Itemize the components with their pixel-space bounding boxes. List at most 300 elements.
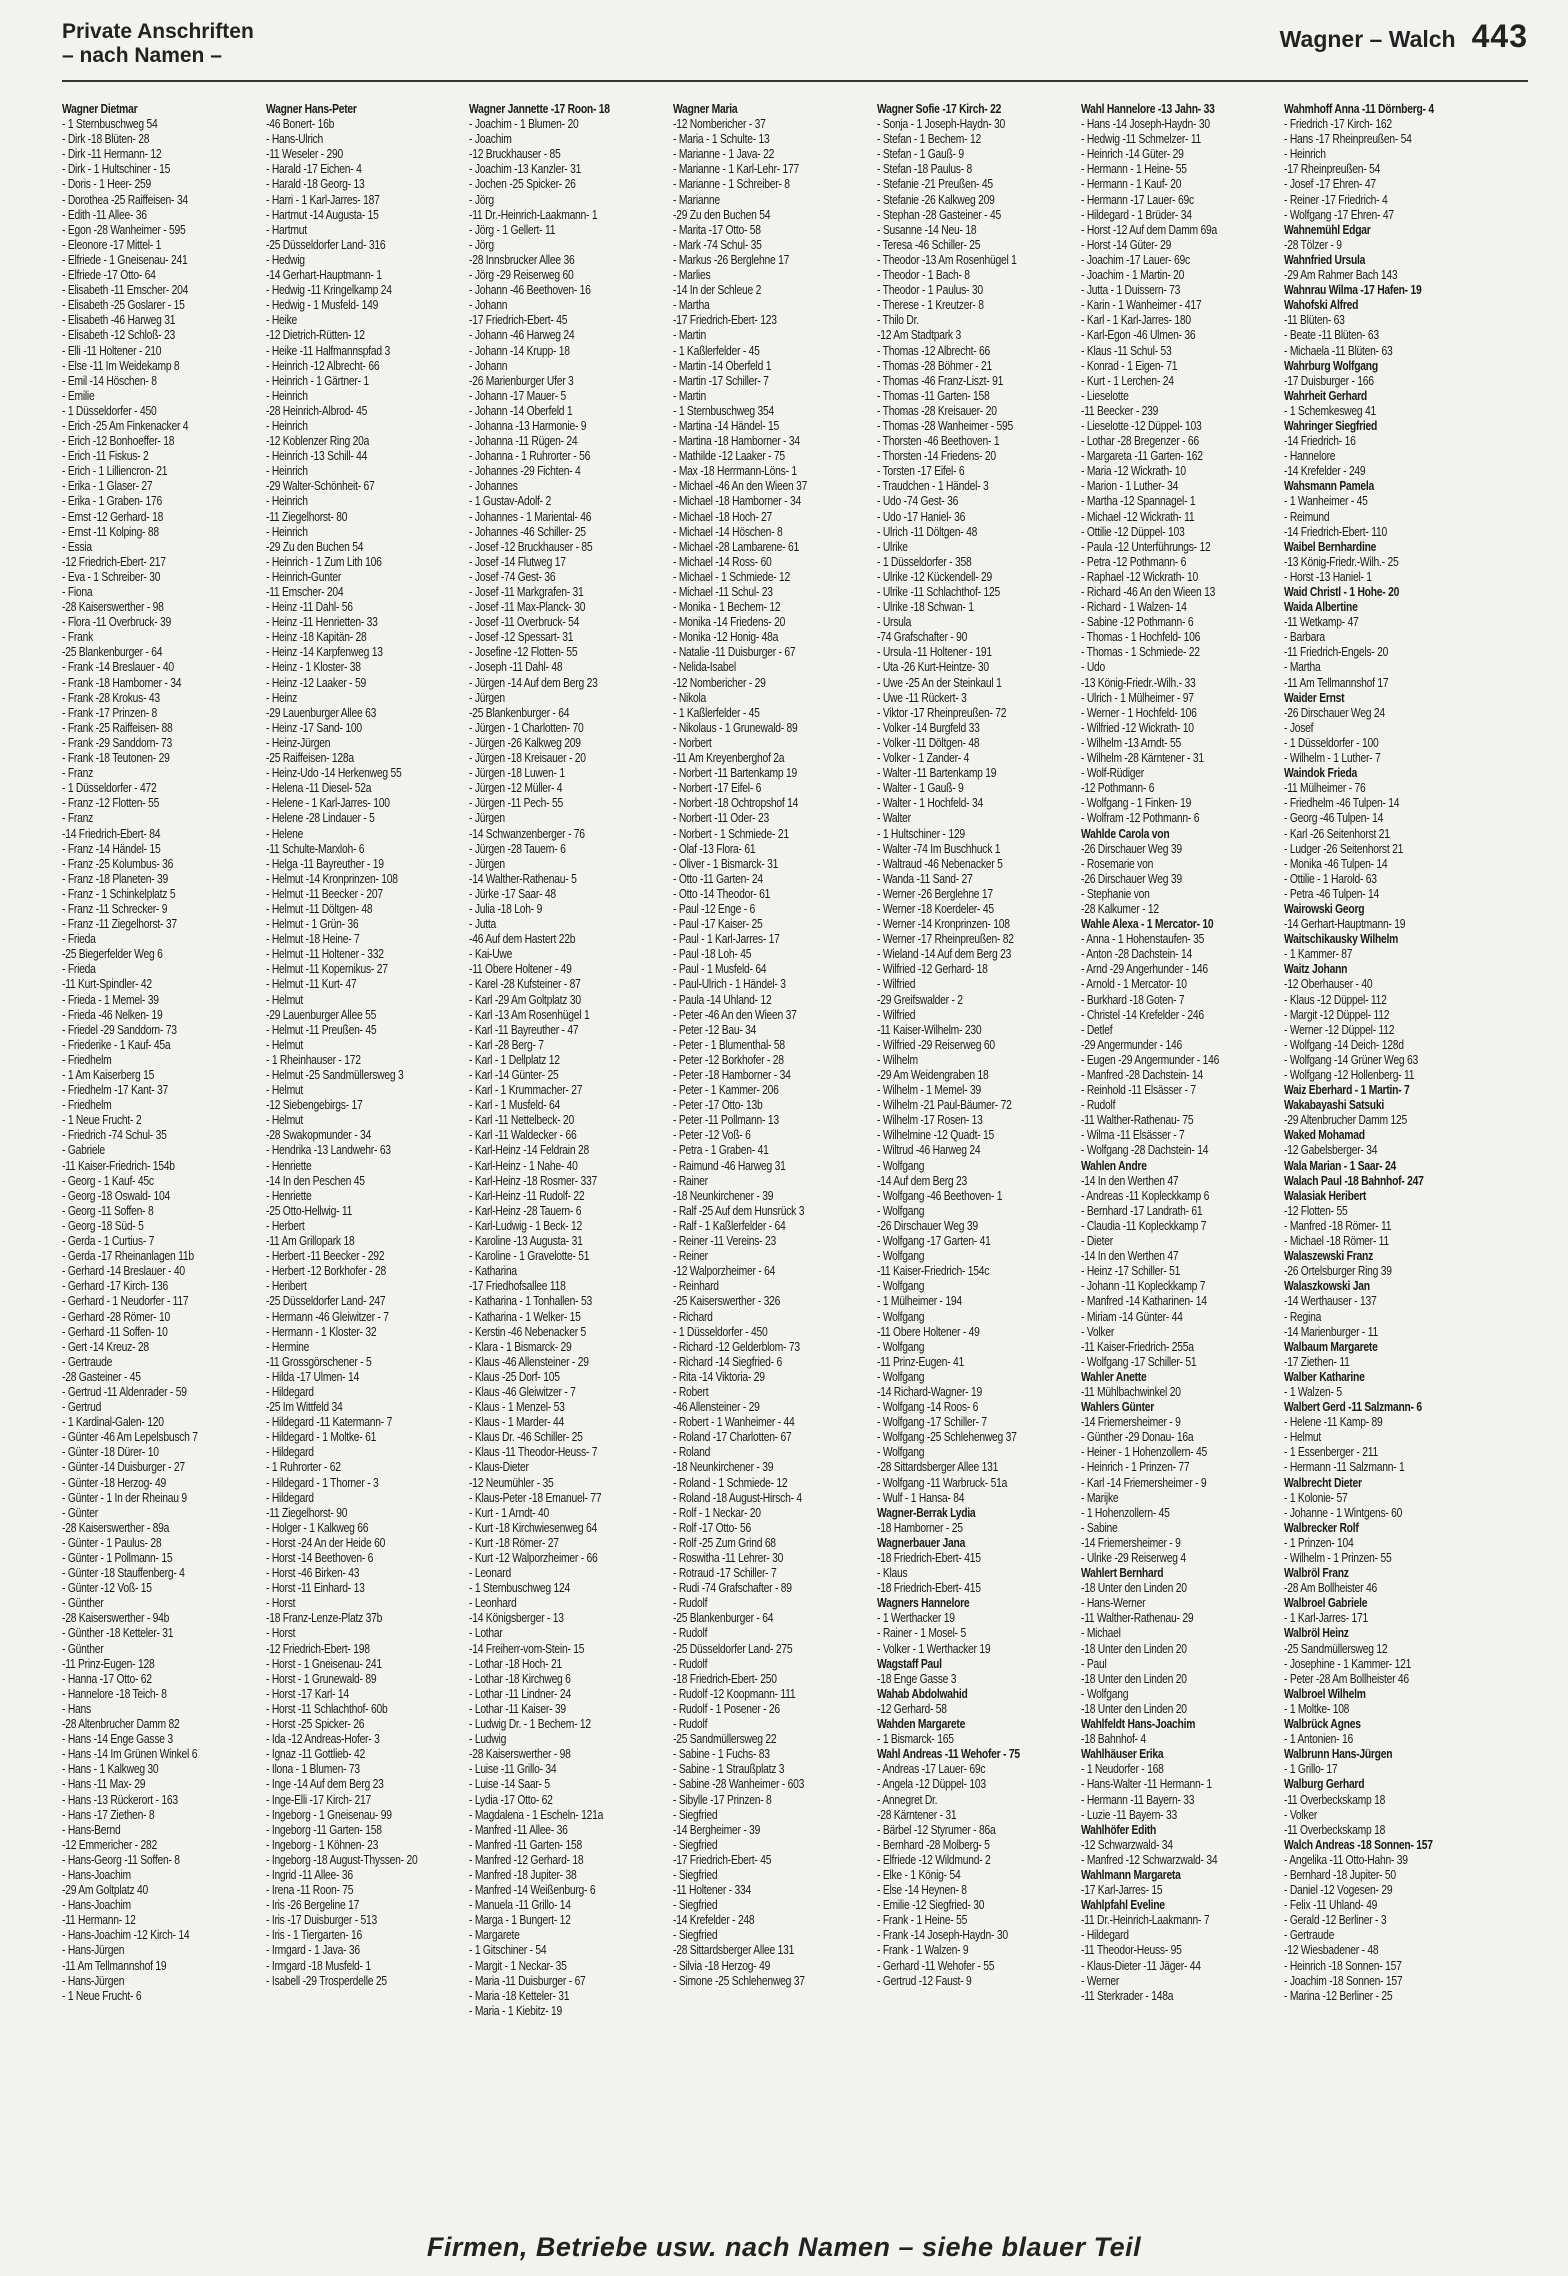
directory-entry: - Thomas -28 Kreisauer- 20	[876, 403, 997, 418]
directory-entry: - Thomas -11 Garten- 158	[876, 388, 990, 403]
directory-entry: - Petra - 1 Graben- 41	[673, 1143, 769, 1158]
directory-entry: - Josefine -12 Flotten- 55	[469, 645, 578, 660]
directory-entry: - Ilona - 1 Blumen- 73	[265, 1762, 360, 1777]
directory-entry: Walbrunn Hans-Jürgen	[1284, 1747, 1393, 1762]
directory-entry: - Josef -17 Ehren- 47	[1284, 177, 1377, 192]
directory-entry: - Norbert	[673, 735, 712, 750]
directory-entry: - Lothar	[469, 1626, 504, 1641]
directory-entry: -14 In den Peschen 45	[265, 1173, 365, 1188]
directory-entry: - Wolfgang -28 Dachstein- 14	[1080, 1143, 1208, 1158]
directory-entry: - Roland -17 Charlotten- 67	[673, 1430, 792, 1445]
directory-entry: - Josef -14 Flutweg 17	[469, 554, 567, 569]
directory-entry: - Ernst -12 Gerhard- 18	[62, 509, 164, 524]
directory-entry: - Horst	[265, 1626, 295, 1641]
directory-entry: - Arnold - 1 Mercator- 10	[1080, 977, 1187, 992]
directory-entry: - Max -18 Herrmann-Löns- 1	[673, 464, 798, 479]
directory-entry: - Maria -18 Ketteler- 31	[469, 1988, 570, 2003]
directory-entry: - Karl - 1 Dellplatz 12	[469, 1052, 561, 1067]
directory-entry: - Lothar -18 Kirchweg 6	[469, 1671, 572, 1686]
directory-entry: -14 In den Werthen 47	[1080, 1173, 1179, 1188]
directory-entry: -11 Mühlbachwinkel 20	[1080, 1384, 1181, 1399]
directory-entry: - Frank -25 Raiffeisen- 88	[62, 720, 173, 735]
directory-entry: -26 Marienburger Ufer 3	[469, 373, 574, 388]
directory-entry: - Johannes - 1 Mariental- 46	[469, 509, 592, 524]
directory-entry: - Markus -26 Berglehne 17	[673, 252, 790, 267]
footer-note: Firmen, Betriebe usw. nach Namen – siehe blauer Teil	[426, 2232, 1142, 2262]
directory-entry: -12 Koblenzer Ring 20a	[265, 434, 369, 449]
directory-entry: -29 Am Weidengraben 18	[876, 1068, 989, 1082]
directory-entry: - Jutta - 1 Duissern- 73	[1080, 283, 1180, 298]
directory-entry: -11 Prinz-Eugen- 41	[876, 1354, 964, 1369]
directory-entry: - Martin	[673, 328, 707, 343]
directory-entry: Wagnerbauer Jana	[876, 1535, 965, 1550]
directory-entry: - Michael -18 Hamborner - 34	[673, 494, 802, 509]
directory-entry: - Gerhard - 1 Neudorfer - 117	[62, 1294, 189, 1309]
directory-entry: - Hannelore -18 Teich- 8	[62, 1686, 167, 1701]
directory-entry: - Hans-Ulrich	[265, 132, 323, 147]
directory-entry: - Günther	[62, 1641, 104, 1656]
directory-entry: - Werner -17 Rheinpreußen- 82	[876, 932, 1014, 947]
directory-entry: - Wilhelm - 1 Memel- 39	[876, 1083, 981, 1098]
directory-entry: - Wilhelm - 1 Luther- 7	[1284, 751, 1381, 766]
directory-entry: - Wolfgang -14 Grüner Weg 63	[1284, 1052, 1419, 1067]
directory-entry: - Heinz - 1 Kloster- 38	[265, 660, 361, 675]
directory-entry: - Horst -12 Auf dem Damm 69a	[1080, 222, 1217, 237]
directory-entry: - Heinrich	[265, 464, 308, 479]
directory-entry: - Harald -17 Eichen- 4	[265, 162, 362, 177]
directory-entry: - Günter -46 Am Lepelsbusch 7	[62, 1430, 198, 1445]
directory-entry: -29 Lauenburger Allee 63	[265, 705, 376, 720]
directory-entry: - Wolfgang -14 Roos- 6	[876, 1400, 979, 1415]
directory-entry: - Reiner -11 Vereins- 23	[673, 1234, 777, 1249]
directory-entry: Wahnemühl Edgar	[1284, 222, 1371, 237]
directory-entry: - Sabine -28 Wanheimer - 603	[673, 1777, 805, 1792]
directory-entry: Walaszewski Franz	[1284, 1249, 1374, 1264]
directory-entry: -46 Auf dem Hastert 22b	[469, 932, 576, 947]
directory-entry: - Hermann -11 Salzmann- 1	[1284, 1460, 1405, 1475]
directory-entry: Wagner Jannette -17 Roon- 18	[469, 102, 611, 116]
directory-entry: - Sibylle -17 Prinzen- 8	[673, 1792, 772, 1807]
directory-entry: - Gerald -12 Berliner - 3	[1284, 1913, 1387, 1928]
directory-entry: - Stefan - 1 Gauß- 9	[876, 147, 964, 162]
directory-entry: -29 Zu den Buchen 54	[673, 207, 771, 222]
directory-entry: - Helene -28 Lindauer - 5	[265, 811, 375, 826]
directory-entry: - Dorothea -25 Raiffeisen- 34	[62, 192, 188, 207]
directory-entry: - Thorsten -46 Beethoven- 1	[876, 434, 1000, 449]
directory-entry: - Erich -25 Am Finkenacker 4	[62, 418, 189, 433]
directory-entry: -29 Greifswalder - 2	[876, 992, 963, 1007]
directory-entry: - Gerhard -14 Breslauer - 40	[62, 1264, 185, 1279]
directory-entry: - Margarete	[469, 1928, 521, 1943]
directory-entry: - Hans -13 Rückerort - 163	[62, 1792, 178, 1807]
directory-entry: - Wolfgang	[876, 1369, 925, 1384]
directory-entry: - Rainer	[673, 1173, 708, 1188]
directory-entry: - Sabine -12 Pothmann- 6	[1080, 615, 1193, 630]
directory-entry: - 1 Wanheimer - 45	[1284, 494, 1368, 509]
directory-entry: - Günter - 1 Paulus- 28	[62, 1535, 162, 1550]
directory-entry: - Lothar -18 Hoch- 21	[469, 1656, 563, 1671]
directory-entry: - Lydia -17 Otto- 62	[469, 1792, 554, 1807]
directory-entry: -28 Innsbrucker Allee 36	[469, 252, 575, 267]
directory-entry: - Iris -26 Bergeline 17	[265, 1898, 359, 1913]
directory-entry: - Wilhelmine -12 Quadt- 15	[876, 1128, 994, 1143]
directory-entry: - Wolfgang	[876, 1445, 925, 1460]
directory-entry: -74 Grafschafter - 90	[876, 630, 967, 645]
directory-entry: Wagner Maria	[673, 102, 738, 116]
directory-entry: -28 Kaiserswerther - 98	[469, 1747, 572, 1762]
directory-entry: -18 Friedrich-Ebert- 415	[876, 1581, 981, 1596]
directory-entry: -12 Gerhard- 58	[876, 1701, 947, 1716]
directory-entry: -11 Sterkrader - 148a	[1080, 1988, 1173, 2003]
directory-entry: -14 Krefelder - 248	[673, 1913, 755, 1928]
directory-entry: Walbrück Agnes	[1284, 1717, 1362, 1732]
directory-entry: - 1 Am Kaiserberg 15	[62, 1068, 155, 1082]
directory-entry: - Frieda -46 Nelken- 19	[62, 1007, 163, 1022]
directory-entry: - Heinz -17 Schiller- 51	[1080, 1264, 1180, 1279]
directory-entry: - Elisabeth -11 Emscher- 204	[62, 283, 189, 298]
directory-entry: - Wolfram -12 Pothmann- 6	[1080, 811, 1199, 826]
directory-entry: -18 Franz-Lenze-Platz 37b	[265, 1611, 382, 1626]
directory-entry: - Wolfgang	[1080, 1686, 1128, 1701]
directory-entry: -12 Nombericher - 29	[673, 675, 766, 690]
directory-entry: - Torsten -17 Eifel- 6	[876, 464, 965, 479]
directory-entry: -29 Zu den Buchen 54	[265, 539, 364, 554]
directory-entry: - Heike	[265, 313, 297, 328]
directory-entry: - Heinz -18 Kapitän- 28	[265, 630, 367, 645]
directory-entry: - Peter -28 Am Bollheister 46	[1284, 1671, 1410, 1686]
directory-entry: -18 Bahnhof- 4	[1080, 1732, 1146, 1747]
directory-entry: - 1 Düsseldorfer - 450	[62, 403, 157, 418]
directory-entry: - Heinrich - 1 Gärtner- 1	[265, 373, 369, 388]
directory-entry: - Franz -14 Händel- 15	[62, 841, 161, 856]
directory-entry: - Bernhard -18 Jupiter- 50	[1284, 1867, 1397, 1882]
directory-entry: - Hans -17 Ziethen- 8	[62, 1807, 155, 1822]
directory-entry: - Hans-Joachim	[62, 1898, 131, 1913]
directory-entry: - Heinz -14 Karpfenweg 13	[265, 645, 383, 660]
directory-entry: - Günther -29 Donau- 16a	[1080, 1430, 1193, 1445]
directory-entry: - Karl - 1 Karl-Jarres- 180	[1080, 313, 1191, 328]
directory-entry: - Gert -14 Kreuz- 28	[62, 1339, 149, 1354]
name-range: Wagner – Walch	[1279, 26, 1456, 52]
directory-entry: - Joachim -13 Kanzler- 31	[469, 162, 582, 177]
directory-entry: -12 Am Stadtpark 3	[876, 328, 961, 343]
directory-entry: - Manfred -14 Weißenburg- 6	[469, 1883, 596, 1898]
directory-entry: - Helene	[265, 826, 303, 841]
directory-entry: -46 Allensteiner - 29	[673, 1400, 760, 1415]
directory-entry: - Jürgen	[469, 811, 506, 826]
directory-entry: - Michael -18 Hoch- 27	[673, 509, 773, 524]
directory-entry: - 1 Neue Frucht- 2	[62, 1113, 142, 1128]
directory-entry: Waid Christl - 1 Hohe- 20	[1284, 585, 1400, 599]
directory-entry: - Horst -25 Spicker- 26	[265, 1717, 364, 1732]
directory-entry: Walasiak Heribert	[1284, 1188, 1367, 1203]
directory-entry: - Ludger -26 Seitenhorst 21	[1284, 841, 1404, 856]
directory-entry: - Helene -11 Kamp- 89	[1284, 1415, 1383, 1430]
directory-entry: - Gerhard -28 Römer- 10	[62, 1309, 170, 1324]
directory-entry: - 1 Sternbuschweg 354	[673, 403, 775, 418]
directory-entry: - Rotraud -17 Schiller- 7	[673, 1566, 777, 1581]
directory-entry: - Horst -24 An der Heide 60	[265, 1535, 385, 1550]
directory-entry: - Hans-Georg -11 Soffen- 8	[62, 1852, 180, 1867]
directory-entry: - Manfred -28 Dachstein- 14	[1080, 1068, 1203, 1082]
directory-entry: - Frank - 1 Heine- 55	[876, 1913, 967, 1928]
directory-entry: - Thomas -28 Böhmer - 21	[876, 358, 992, 373]
directory-entry: - Klaus-Dieter	[469, 1460, 530, 1475]
directory-entry: - Elfriede - 1 Gneisenau- 241	[62, 252, 188, 267]
directory-entry: - Joachim -18 Sonnen- 157	[1284, 1973, 1403, 1988]
directory-entry: - Georg -18 Oswald- 104	[62, 1188, 170, 1203]
directory-entry: - Michael -11 Schul- 23	[673, 585, 773, 599]
directory-entry: - Maria - 1 Schulte- 13	[673, 132, 770, 147]
directory-entry: - Heinrich - 1 Prinzen- 77	[1080, 1460, 1189, 1475]
directory-entry: - Anton -28 Dachstein- 14	[1080, 947, 1192, 962]
directory-entry: - Helmut	[265, 1037, 303, 1052]
directory-entry: -11 Kurt-Spindler- 42	[62, 977, 152, 992]
directory-entry: - Franz -25 Kolumbus- 36	[62, 856, 174, 871]
directory-entry: - Wolfgang -17 Schiller- 51	[1080, 1354, 1197, 1369]
directory-entry: - Frank - 1 Walzen- 9	[876, 1943, 969, 1958]
directory-entry: - Wieland -14 Auf dem Berg 23	[876, 947, 1011, 962]
directory-entry: - Gerhard -17 Kirch- 136	[62, 1279, 169, 1294]
directory-entry: - Paul-Ulrich - 1 Händel- 3	[673, 977, 786, 992]
directory-entry: - 1 Karl-Jarres- 171	[1284, 1611, 1369, 1626]
directory-entry: - Walter -74 Im Buschhuck 1	[876, 841, 1001, 856]
directory-entry: - Irmgard -18 Musfeld- 1	[265, 1958, 371, 1973]
directory-entry: - Stephanie von	[1080, 886, 1150, 901]
directory-entry: - Karl-Egon -46 Ulmen- 36	[1080, 328, 1195, 343]
directory-entry: - Dirk - 1 Hultschiner - 15	[62, 162, 171, 177]
directory-entry: - Peter - 1 Blumenthal- 58	[673, 1037, 786, 1052]
directory-entry: - Regina	[1284, 1309, 1322, 1324]
directory-entry: - Frieda - 1 Memel- 39	[62, 992, 159, 1007]
directory-entry: - Wolfgang -46 Beethoven- 1	[876, 1188, 1003, 1203]
directory-entry: Wagner Dietmar	[62, 102, 138, 116]
directory-entry: - Wolfgang -25 Schlehenweg 37	[876, 1430, 1017, 1445]
directory-entry: -17 Friedrich-Ebert- 123	[673, 313, 777, 328]
directory-entry: - Heinz -11 Dahl- 56	[265, 600, 353, 615]
directory-entry: - Peter -46 An den Wieen 37	[673, 1007, 797, 1022]
directory-column	[1081, 102, 1243, 2019]
directory-entry: - Klaus -46 Gleiwitzer - 7	[469, 1384, 577, 1399]
directory-entry: - Erich -12 Bonhoeffer- 18	[62, 434, 175, 449]
directory-entry: - Hans	[62, 1701, 91, 1716]
directory-entry: - Lieselotte	[1080, 388, 1129, 403]
directory-entry: -25 Kaiserswerther - 326	[673, 1294, 781, 1309]
directory-entry: - Jörg	[469, 237, 495, 252]
directory-entry: - Frieda	[62, 932, 96, 947]
directory-entry: - Manfred -12 Schwarzwald- 34	[1080, 1852, 1217, 1867]
directory-entry: -18 Unter den Linden 20	[1080, 1701, 1187, 1716]
directory-entry: - Mathilde -12 Laaker - 75	[673, 449, 786, 464]
directory-entry: -11 Emscher- 204	[265, 585, 344, 599]
directory-entry: - Michael - 1 Schmiede- 12	[673, 569, 791, 584]
directory-entry: - Helmut	[1284, 1430, 1322, 1445]
directory-entry: - Mark -74 Schul- 35	[673, 237, 762, 252]
directory-entry: - Helmut -25 Sandmüllersweg 3	[265, 1068, 404, 1082]
directory-entry: - Gertrud -12 Faust- 9	[876, 1973, 972, 1988]
directory-entry: - Ulrich - 1 Mülheimer - 97	[1080, 690, 1194, 705]
directory-entry: - Jürgen	[469, 856, 506, 871]
directory-column	[469, 102, 631, 2019]
directory-entry: - Hans -17 Rheinpreußen- 54	[1284, 132, 1413, 147]
directory-entry: -14 Werthauser - 137	[1284, 1294, 1377, 1309]
directory-entry: - Sonja - 1 Joseph-Haydn- 30	[876, 117, 1005, 132]
directory-entry: - Wulf - 1 Hansa- 84	[876, 1490, 965, 1505]
directory-entry: - Kurt - 1 Lerchen- 24	[1080, 373, 1174, 388]
directory-entry: - Walter - 1 Hochfeld- 34	[876, 796, 983, 811]
directory-entry: - Kai-Uwe	[469, 947, 513, 962]
directory-entry: -11 Am Tellmannshof 19	[62, 1958, 167, 1973]
directory-entry: -11 Kaiser-Friedrich- 154c	[876, 1264, 990, 1279]
directory-entry: - Wolfgang -14 Deich- 128d	[1284, 1037, 1405, 1052]
directory-entry: - Hildegard	[1080, 1928, 1129, 1943]
directory-entry: - Ernst -11 Kolping- 88	[62, 524, 159, 539]
directory-entry: Wahrheit Gerhard	[1284, 388, 1368, 403]
directory-entry: -28 Gasteiner - 45	[62, 1369, 141, 1384]
directory-entry: - Erich - 1 Lilliencron- 21	[62, 464, 168, 479]
directory-entry: - Friedhelm	[62, 1052, 112, 1067]
directory-entry: - Leonhard	[469, 1596, 517, 1611]
directory-entry: - Wolfgang - 1 Finken- 19	[1080, 796, 1191, 811]
directory-entry: - Johann	[469, 358, 508, 373]
directory-entry: - Hildegard -11 Katermann- 7	[265, 1415, 392, 1430]
directory-entry: - Norbert - 1 Schmiede- 21	[673, 826, 790, 841]
directory-entry: Wahl Andreas -11 Wehofer - 75	[876, 1747, 1020, 1762]
directory-entry: - Elisabeth -46 Harweg 31	[62, 313, 176, 328]
directory-entry: - Dirk -11 Hermann- 12	[62, 147, 162, 162]
directory-entry: Walbrecker Rolf	[1284, 1520, 1359, 1535]
directory-entry: -12 Oberhauser - 40	[1284, 977, 1373, 992]
directory-entry: - Stefan -18 Paulus- 8	[876, 162, 972, 177]
directory-entry: - Walter -11 Bartenkamp 19	[876, 766, 997, 781]
directory-entry: -11 Ziegelhorst- 80	[265, 509, 347, 524]
directory-entry: - Friedhelm	[62, 1098, 112, 1113]
directory-entry: - Volker -14 Burgfeld 33	[876, 720, 980, 735]
directory-entry: -11 Kaiser-Wilhelm- 230	[876, 1022, 982, 1037]
directory-entry: - Jürgen -28 Tauern- 6	[469, 841, 567, 856]
directory-entry: - Manfred -12 Gerhard- 18	[469, 1852, 584, 1867]
directory-entry: -14 In der Schleue 2	[673, 283, 762, 298]
directory-entry: - Robert - 1 Wanheimer - 44	[673, 1415, 795, 1430]
directory-entry: -26 Ortelsburger Ring 39	[1284, 1264, 1393, 1279]
directory-entry: - Günter - 1 In der Rheinau 9	[62, 1490, 187, 1505]
directory-entry: - Rolf -25 Zum Grind 68	[673, 1535, 776, 1550]
directory-entry: - Isabell -29 Trosperdelle 25	[265, 1973, 387, 1988]
directory-entry: - Rudolf - 1 Posener - 26	[673, 1701, 781, 1716]
directory-entry: - Peter -11 Pollmann- 13	[673, 1113, 779, 1128]
directory-entry: - Beate -11 Blüten- 63	[1284, 328, 1380, 343]
directory-entry: Walach Paul -18 Bahnhof- 247	[1284, 1173, 1424, 1188]
directory-entry: - Lieselotte -12 Düppel- 103	[1080, 418, 1202, 433]
directory-entry: - Luzie -11 Bayern- 33	[1080, 1807, 1177, 1822]
directory-entry: - Hans-Werner	[1080, 1596, 1145, 1611]
directory-entry: - Miriam -14 Günter- 44	[1080, 1309, 1183, 1324]
directory-entry: - Theodor - 1 Bach- 8	[876, 268, 970, 283]
directory-entry: - Raphael -12 Wickrath- 10	[1080, 569, 1198, 584]
directory-entry: -18 Neunkirchener - 39	[673, 1460, 774, 1475]
directory-entry: - Karl-Heinz -14 Feldrain 28	[469, 1143, 590, 1158]
directory-entry: - 1 Ruhrorter - 62	[265, 1460, 341, 1475]
directory-entry: - Helmut - 1 Grün- 36	[265, 917, 359, 932]
directory-entry: - Ottilie - 1 Harold- 63	[1284, 871, 1378, 886]
directory-entry: - Georg -46 Tulpen- 14	[1284, 811, 1384, 826]
directory-entry: -17 Friedrich-Ebert- 45	[469, 313, 568, 328]
directory-entry: - Karel -28 Kufsteiner - 87	[469, 977, 582, 992]
directory-entry: - Raimund -46 Harweg 31	[673, 1158, 786, 1173]
directory-entry: - Julia -18 Loh- 9	[469, 901, 543, 916]
directory-entry: - Martha -12 Spannagel- 1	[1080, 494, 1195, 509]
directory-entry: - Klaus -25 Dorf- 105	[469, 1369, 561, 1384]
directory-entry: - Hans-Bernd	[62, 1822, 121, 1837]
directory-entry: - Jürgen	[469, 690, 506, 705]
directory-entry: - Werner -12 Düppel- 112	[1284, 1022, 1395, 1037]
directory-entry: - Hermann -46 Gleiwitzer - 7	[265, 1309, 389, 1324]
directory-entry: - Hermine	[265, 1339, 309, 1354]
directory-entry: - Karl -14 Günter- 25	[469, 1068, 559, 1082]
directory-entry: - 1 Essenberger - 211	[1284, 1445, 1379, 1460]
directory-entry: - Elke - 1 König- 54	[876, 1867, 961, 1882]
directory-entry: - Günter -14 Duisburger - 27	[62, 1460, 185, 1475]
directory-entry: - Ingrid -11 Allee- 36	[265, 1867, 353, 1882]
directory-entry: - Martin -17 Schiller- 7	[673, 373, 769, 388]
directory-entry: - Heinrich -14 Güter- 29	[1080, 147, 1184, 162]
directory-entry: - Hans-Joachim	[62, 1867, 131, 1882]
directory-entry: - Horst -13 Haniel- 1	[1284, 569, 1373, 584]
directory-entry: - Heinz -17 Sand- 100	[265, 720, 362, 735]
directory-entry: - Heinrich -12 Albrecht- 66	[265, 358, 380, 373]
directory-entry: -28 Kaiserswerther - 94b	[62, 1611, 170, 1626]
directory-entry: - Helmut -18 Heine- 7	[265, 932, 360, 947]
directory-entry: - Siegfried	[673, 1928, 718, 1943]
directory-entry: - Elisabeth -25 Goslarer - 15	[62, 298, 185, 313]
directory-entry: - Hermann - 1 Kloster- 32	[265, 1324, 377, 1339]
directory-entry: - Michael -14 Ross- 60	[673, 554, 772, 569]
directory-entry: - Martina -14 Händel- 15	[673, 418, 780, 433]
directory-entry: - Johanne - 1 Wintgens- 60	[1284, 1505, 1403, 1520]
directory-entry: - 1 Düsseldorfer - 450	[673, 1324, 768, 1339]
directory-entry: - Marianne	[673, 192, 721, 207]
directory-entry: - 1 Gustav-Adolf- 2	[469, 494, 552, 509]
directory-entry: - Hermann -11 Bayern- 33	[1080, 1792, 1194, 1807]
directory-entry: - Thomas - 1 Schmiede- 22	[1080, 645, 1200, 660]
directory-entry: - Irena -11 Roon- 75	[265, 1883, 354, 1898]
directory-entry: - Petra -12 Pothmann- 6	[1080, 554, 1186, 569]
directory-entry: - Angela -12 Düppel- 103	[876, 1777, 986, 1792]
directory-entry: - Hildegard	[265, 1445, 314, 1460]
directory-entry: - Ingeborg -11 Garten- 158	[265, 1822, 382, 1837]
directory-entry: -14 In den Werthen 47	[1080, 1249, 1179, 1264]
directory-entry: -11 Dr.-Heinrich-Laakmann- 7	[1080, 1913, 1209, 1928]
directory-entry: - Rudolf	[673, 1596, 708, 1611]
directory-entry: -18 Friedrich-Ebert- 415	[876, 1551, 981, 1565]
directory-entry: - Jörg	[469, 192, 495, 207]
directory-entry: - Josephine - 1 Kammer- 121	[1284, 1656, 1412, 1671]
directory-entry: - Annegret Dr.	[876, 1792, 938, 1807]
directory-entry: - Wolfgang	[876, 1158, 925, 1173]
directory-entry: - Horst	[265, 1596, 295, 1611]
directory-entry: - Uwe -25 An der Steinkaul 1	[876, 675, 1002, 690]
directory-entry: -11 Mülheimer - 76	[1284, 781, 1366, 796]
directory-entry: -18 Unter den Linden 20	[1080, 1671, 1187, 1686]
directory-entry: - Sabine	[1080, 1520, 1118, 1535]
directory-entry: - Klaus	[876, 1566, 908, 1581]
directory-entry: - Otto -14 Theodor- 61	[673, 886, 771, 901]
directory-entry: - Jutta	[469, 917, 497, 932]
directory-entry: - Gerda - 1 Curtius- 7	[62, 1234, 155, 1249]
directory-columns	[62, 102, 1482, 2019]
directory-entry: - Essia	[62, 539, 92, 554]
directory-entry: -17 Friedhofsallee 118	[469, 1279, 567, 1294]
